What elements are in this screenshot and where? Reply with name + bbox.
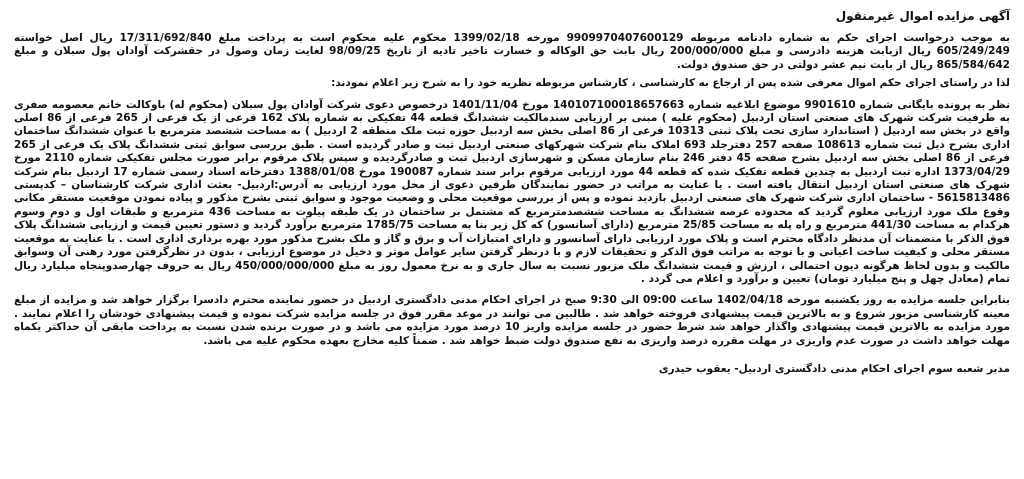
execution-order-paragraph: به موجب درخواست اجرای حکم به شماره دادنامه مربوطه 9909970407600129 مورخه 1399/02/18 محکوم علیه محکوم است به پرداخت مبلغ 17/311/692/840 ریال اصل خواسته 605/249/249 ریال ازبابت هزینه دادرسی و مبلغ 200/000/000 ریال بابت حق الوکاله و خسارت تاخیر تادیه از تاریخ 98/09/25 لغایت زمان وصول در حقشرکت آوادان پول سبلان و مبلغ 865/584/642 ریال از بابت نیم عشر دولتی در حق صندوق دولت. [14,32,1010,71]
auction-session-paragraph: بنابراین جلسه مزایده به روز یکشنبه مورخه 1402/04/18 ساعت 09:00 الی 9:30 صبح در اجرای احکام مدنی دادگستری اردبیل در حضور نماینده محترم دادسرا برگزار خواهد شد و مزایده از مبلغ معینه کارشناسی مزبور شروع و به بالاترین قیمت پیشنهادی فروخته خواهد شد . طالبین می توانند در موعد مقرر فوق در جلسه مزایده شرکت نموده و قیمت پیشنهادی خودشان را اعلام نمایند . مورد مزایده به بالاترین قیمت پیشنهادی واگذار خواهد شد شرط حضور در جلسه مزایده واریز 10 درصد مورد مزایده می باشد و در صورت برنده شدن نسبت به پرداخت مابقی آن حداکثر یکماه مهلت خواهد داشت در صورت عدم واریزی در مهلت مقرره درصد واریزی به نفع صندوق دولت ضبط خواهد شد . ضمناً کلیه مخارج بعهده محکوم علیه می باشد. [14,294,1010,347]
signature-line: مدیر شعبه سوم اجرای احکام مدنی دادگستری اردبیل- یعقوب حیدری [658,362,1010,375]
expert-opinion-paragraph: نظر به پرونده بایگانی شماره 9901610 موضوع ابلاغیه شماره 140107100018657663 مورخ 1401/11/04 درخصوص دعوی شرکت آوادان پول سبلان (محکوم له) باوکالت خانم معصومه صفری به طرفیت شرکت شهرک های صنعتی استان اردبیل (محکوم علیه ) مبنی بر ارزیابی سندمالکیت ششدانگ قطعه 44 تفکیکی به شماره پلاک 162 فرعی از یک فرعی از 265 فرعی از 86 اصلی واقع در بخش سه اردبیل ( استاندارد سازی تحت پلاک ثبتی 10313 فرعی از 86 اصلی بخش سه اردبیل حوزه ثبت ملک منطقه 2 اردبیل ) به مساحت ششصد مترمربع با عنوان ششدانگ ساختمان اداری بشرح ذیل ثبت شماره 108613 صفحه 257 دفترجلد 693 املاک بنام شرکت شهرکهای صنعتی اردبیل ثبت و صادر گردیده است . طبق بررسی سوابق ثبتی ششدانگ پلاک یک فرعی از 265 فرعی از 86 اصلی بخش سه اردبیل بشرح صفحه 45 دفتر 246 بنام سازمان مسکن و شهرسازی اردبیل ثبت و صادرگردیده و سپس پلاک مرقوم برابر صورت مجلس تفکیکی شماره 2110 مورخ 1373/04/29 اداره ثبت اردبیل به چندین قطعه تفکیک شده که قطعه 44 مورد ارزیابی مرقوم برابر سند شماره 190087 مورخ 1388/01/08 دفترخانه اسناد رسمی شماره 17 اردبیل بنام شرکت شهرک های صنعتی استان اردبیل انتقال یافته است . با عنایت به مراتب در حضور نمایندگان طرفین دعوی از محل مورد ارزیابی به آدرس:اردبیل- بعثت اداری شرکت کارشناسان – کدپستی 5615813486 - ساختمان اداری شرکت شهرک های صنعتی اردبیل بازدید نموده و پس از بررسی موقعیت محلی و وضعیت موجود و سوابق ثبتی بشرح مذکور و پیاده نمودن موقعیت مستقر مکانی وقوع ملک مورد ارزیابی معلوم گردید که محدوده عرصه ششدانگ به مساحت ششصدمترمربع که مشتمل بر ساختمان در یک طبقه پیلوت به مساحت 436 مترمربع و طبقات اول و دوم وسوم هرکدام به مساحت 441/30 مترمربع و راه پله به مساحت 25/85 مترمربع (دارای آسانسور) که کل زیر بنا به مساحت 1785/75 مترمربع برآورد گردید و دستور تعیین قیمت و ارزیابی ششدانگ پلاک فوق الذکر با متضمنات آن مدنظر دادگاه محترم است و پلاک مورد ارزیابی دارای آسانسور و دارای امتیازات آب و برق و گاز و ملک بشرح مذکور مورد بهره برداری اداری است . با عنایت به موقعیت مستقر محلی و کیفیت ساخت اعیانی و با توجه به مراتب فوق الذکر و تحقیقات لازم و با درنظر گرفتن سایر عوامل موثر و دخیل در موضوع ارزیابی ، بدون در نظرگرفتن مورد رهنی آن وسوابق مالکیت و بدون لحاظ هرگونه دیون احتمالی ، ارزش و قیمت ششدانگ ملک مزبور نسبت به سال جاری و به نرخ معمول روز به مبلغ 450/000/000/000 ریال به حروف چهارصدوپنجاه میلیارد ریال تمام (معادل چهل و پنج میلیارد تومان) تعیین و برآورد و اعلام می گردد . [14,98,1011,285]
spacer [14,91,1010,99]
notice-title: آگهی مزایده اموال غیرمنقول [835,9,1010,23]
expert-referral-paragraph: لذا در راستای اجرای حکم اموال معرفی شده پس از ارجاع به کارشناسی ، کارشناس مربوطه نظریه خود را به شرح زیر اعلام نمودند: [331,77,1010,90]
